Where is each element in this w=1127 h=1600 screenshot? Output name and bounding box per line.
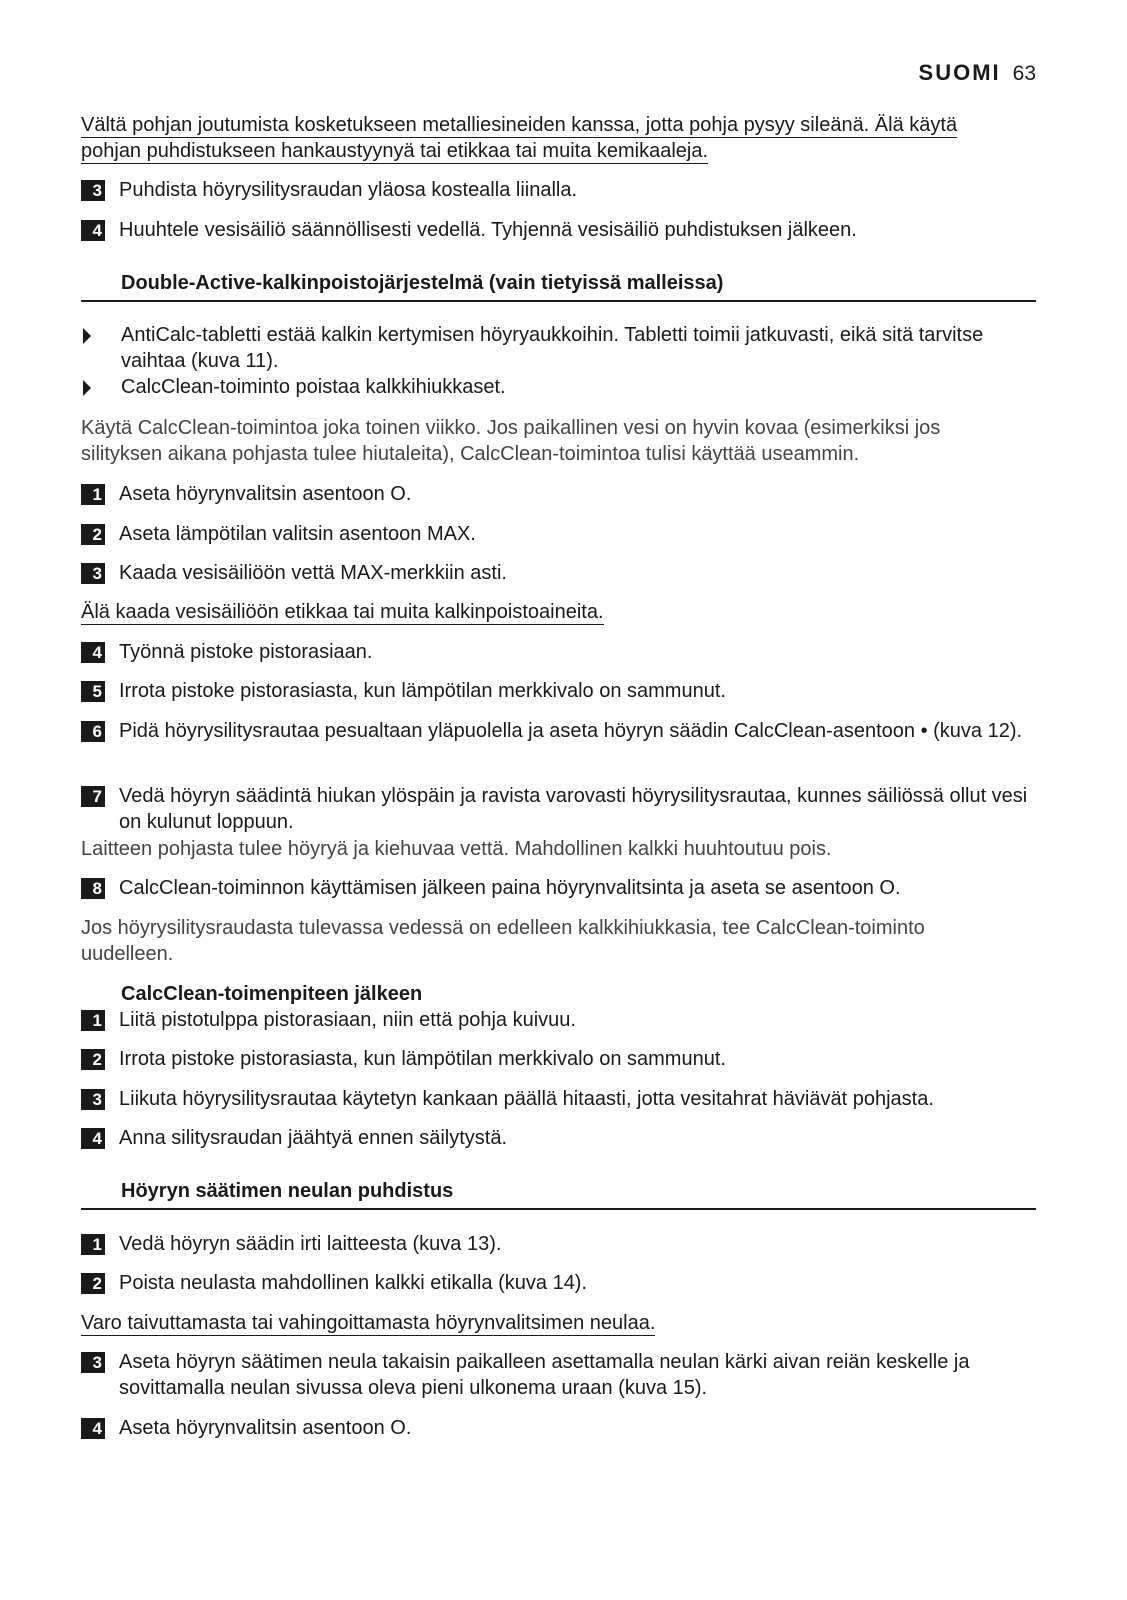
list-item — [81, 639, 1036, 665]
step-number: 1 — [81, 484, 105, 505]
list-item — [81, 217, 1036, 243]
step-text: Pidä höyrysilitysrautaa pesualtaan yläpuolella ja aseta höyryn säädin CalcClean-asentoon • (kuva 12). — [119, 720, 1023, 742]
step-text: Puhdista höyrysilitysraudan yläosa kostealla liinalla. — [119, 179, 578, 201]
step-number: 5 — [81, 681, 105, 702]
step-text: Liitä pistotulppa pistorasiaan, niin että pohja kuivuu. — [119, 1009, 576, 1031]
step-text: Vedä höyryn säädintä hiukan ylöspäin ja ravista varovasti höyrysilitysrautaa, kunnes säiliössä ollut vesi on kulunut loppuun. — [119, 785, 1028, 833]
step-number: 3 — [81, 1089, 105, 1110]
list-item — [81, 718, 1036, 744]
sub-heading: CalcClean-toimenpiteen jälkeen — [121, 983, 423, 1005]
page-header — [919, 60, 1036, 86]
step-number: 2 — [81, 1273, 105, 1294]
step-number: 6 — [81, 721, 105, 742]
bullet-icon — [83, 380, 91, 396]
list-item — [81, 1046, 1036, 1072]
step-text: Aseta lämpötilan valitsin asentoon MAX. — [119, 523, 476, 545]
list-item — [81, 1086, 1036, 1112]
page-number: 63 — [1012, 62, 1036, 85]
intro-warning: Vältä pohjan joutumista kosketukseen metalliesineiden kanssa, jotta pohja pysyy sileänä. Älä käytä pohjan puhdistukseen hankaustyynyä tai etikkaa tai muita kemikaaleja. — [81, 114, 958, 162]
step-text: CalcClean-toiminnon käyttämisen jälkeen paina höyrynvalitsinta ja aseta se asentoon O. — [119, 877, 901, 899]
info-note: Laitteen pohjasta tulee höyryä ja kiehuvaa vettä. Mahdollinen kalkki huuhtoutuu pois. — [81, 838, 832, 860]
list-item — [81, 322, 1036, 374]
step-number: 2 — [81, 524, 105, 545]
section-heading: Höyryn säätimen neulan puhdistus — [81, 1178, 1036, 1210]
info-note: Jos höyrysilitysraudasta tulevassa vedessä on edelleen kalkkihiukkasia, tee CalcClean-toiminto uudelleen. — [81, 917, 925, 965]
step-text: Liikuta höyrysilitysrautaa käytetyn kankaan päällä hitaasti, jotta vesitahrat häviävät pohjasta. — [119, 1088, 934, 1110]
step-number: 8 — [81, 878, 105, 899]
list-item — [81, 374, 1036, 400]
step-text: Kaada vesisäiliöön vettä MAX-merkkiin asti. — [119, 562, 507, 584]
step-number: 4 — [81, 642, 105, 663]
warning-note: Varo taivuttamasta tai vahingoittamasta höyrynvalitsimen neulaa. — [81, 1312, 656, 1334]
step-text: Irrota pistoke pistorasiasta, kun lämpötilan merkkivalo on sammunut. — [119, 680, 726, 702]
step-number: 3 — [81, 1352, 105, 1373]
list-item — [81, 560, 1036, 586]
bullet-icon — [83, 328, 91, 344]
step-text: Vedä höyryn säädin irti laitteesta (kuva 13). — [119, 1233, 502, 1255]
list-item — [81, 678, 1036, 704]
step-number: 1 — [81, 1234, 105, 1255]
step-text: Työnnä pistoke pistorasiaan. — [119, 641, 373, 663]
step-number: 7 — [81, 786, 105, 807]
step-text: Poista neulasta mahdollinen kalkki etikalla (kuva 14). — [119, 1272, 588, 1294]
bullet-text: AntiCalc-tabletti estää kalkin kertymisen höyryaukkoihin. Tabletti toimii jatkuvasti, eikä sitä tarvitse vaihtaa (kuva 11). — [121, 324, 984, 372]
bullet-text: CalcClean-toiminto poistaa kalkkihiukkaset. — [121, 376, 506, 398]
list-item — [81, 481, 1036, 507]
section-heading: Double-Active-kalkinpoistojärjestelmä (vain tietyissä malleissa) — [81, 270, 1036, 302]
step-text: Aseta höyryn säätimen neula takaisin paikalleen asettamalla neulan kärki aivan reiän keskelle ja sovittamalla neulan sivussa oleva pieni ulkonema uraan (kuva 15). — [119, 1351, 970, 1399]
step-number: 2 — [81, 1049, 105, 1070]
step-text: Anna silitysraudan jäähtyä ennen säilytystä. — [119, 1127, 508, 1149]
list-item — [81, 783, 1036, 835]
step-number: 3 — [81, 180, 105, 201]
list-item — [81, 521, 1036, 547]
step-text: Aseta höyrynvalitsin asentoon O. — [119, 1417, 412, 1439]
step-number: 4 — [81, 1418, 105, 1439]
list-item — [81, 1007, 1036, 1033]
step-text: Aseta höyrynvalitsin asentoon O. — [119, 483, 412, 505]
list-item — [81, 1231, 1036, 1257]
list-item — [81, 1270, 1036, 1296]
step-text: Huuhtele vesisäiliö säännöllisesti vedellä. Tyhjennä vesisäiliö puhdistuksen jälkeen. — [119, 219, 857, 241]
list-item — [81, 875, 1036, 901]
info-note: Käytä CalcClean-toimintoa joka toinen viikko. Jos paikallinen vesi on hyvin kovaa (esimerkiksi jos silityksen aikana pohjasta tulee hiutaleita), CalcClean-toimintoa tulisi käyttää useammin. — [81, 417, 941, 465]
step-number: 4 — [81, 1128, 105, 1149]
list-item — [81, 1125, 1036, 1151]
warning-note: Älä kaada vesisäiliöön etikkaa tai muita kalkinpoistoaineita. — [81, 601, 604, 623]
step-text: Irrota pistoke pistorasiasta, kun lämpötilan merkkivalo on sammunut. — [119, 1048, 726, 1070]
step-number: 4 — [81, 220, 105, 241]
step-number: 3 — [81, 563, 105, 584]
step-number: 1 — [81, 1010, 105, 1031]
list-item — [81, 177, 1036, 203]
list-item — [81, 1415, 1036, 1441]
language-label: SUOMI — [918, 60, 1001, 85]
list-item — [81, 1349, 1036, 1401]
